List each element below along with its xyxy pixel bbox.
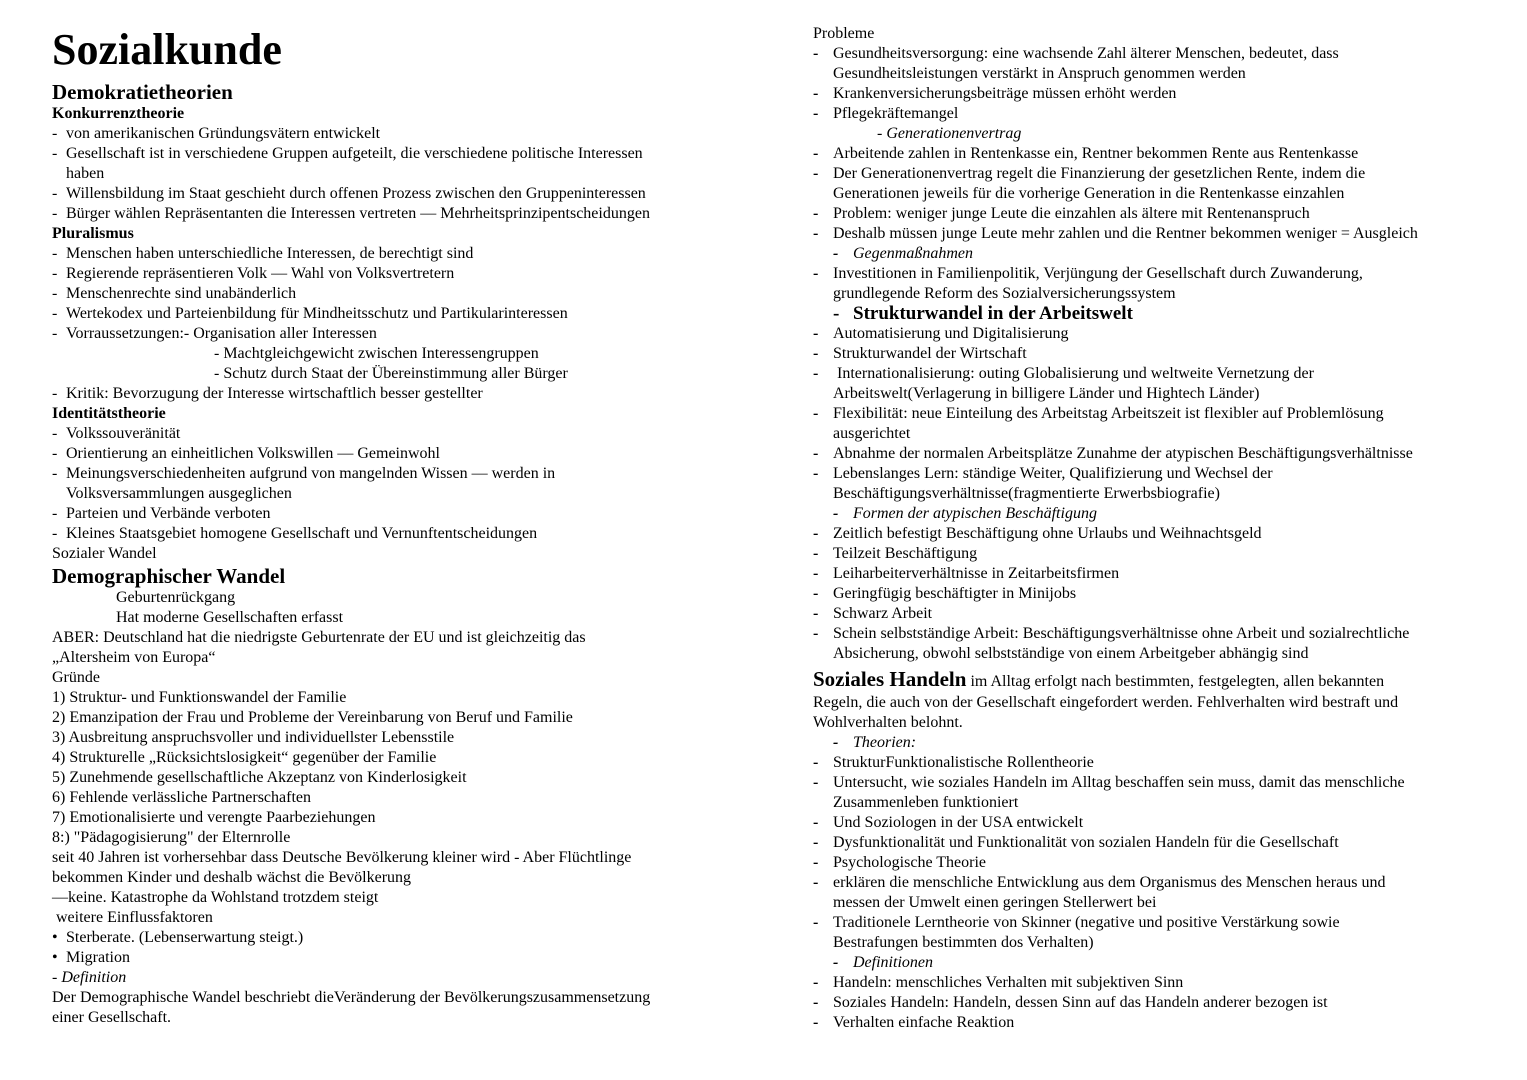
list-item: 8:) "Pädagogisierung" der Elternrolle bbox=[52, 829, 291, 846]
list-item: - Investitionen in Familienpolitik, Verjüngung der Gesellschaft durch Zuwanderung, bbox=[813, 264, 1513, 284]
list-item: - Regierende repräsentieren Volk — Wahl von Volksvertretern bbox=[52, 264, 752, 284]
list-item: - Parteien und Verbände verboten bbox=[52, 504, 752, 524]
list-item-continuation: Volksversammlungen ausgeglichen bbox=[66, 485, 292, 502]
list-item: - Problem: weniger junge Leute die einzahlen als ältere mit Rentenanspruch bbox=[813, 204, 1513, 224]
list-item: - Wertekodex und Parteienbildung für Mindheitsschutz und Partikularinteressen bbox=[52, 304, 752, 324]
list-item-continuation: Gesundheitsleistungen verstärkt in Anspruch genommen werden bbox=[833, 65, 1246, 82]
list-item-continuation: Arbeitswelt(Verlagerung in billigere Länder und Hightech Länder) bbox=[833, 385, 1260, 402]
heading-soziales-handeln: Soziales Handeln bbox=[813, 667, 967, 691]
list-item-continuation: Bestrafungen bestimmten dos Verhalten) bbox=[833, 934, 1094, 951]
paragraph-line: Wohlverhalten belohnt. bbox=[813, 714, 963, 731]
list-item: - Bürger wählen Repräsentanten die Interessen vertreten — Mehrheitsprinzipentscheidungen bbox=[52, 204, 752, 224]
paragraph-line: einer Gesellschaft. bbox=[52, 1009, 172, 1026]
paragraph-line: ABER: Deutschland hat die niedrigste Geburtenrate der EU und ist gleichzeitig das bbox=[52, 629, 586, 646]
list-item: - StrukturFunktionalistische Rollentheorie bbox=[813, 753, 1513, 773]
list-item-continuation: messen der Umwelt einen geringen Stellerwert bei bbox=[833, 894, 1157, 911]
list-item: - Schein selbstständige Arbeit: Beschäftigungsverhältnisse ohne Arbeit und sozialrechtliche bbox=[813, 624, 1513, 644]
generationenvertrag-list bbox=[813, 144, 1513, 244]
list-item: - Soziales Handeln: Handeln, dessen Sinn auf das Handeln anderer bezogen ist bbox=[813, 993, 1513, 1013]
sub-heading-theorien: - Theorien: bbox=[833, 733, 1513, 753]
sub-item: - Schutz durch Staat der Übereinstimmung aller Bürger bbox=[214, 365, 568, 382]
heading-pluralismus: Pluralismus bbox=[52, 225, 134, 242]
list-item: - Internationalisierung: outing Globalisierung und weltweite Vernetzung der bbox=[813, 364, 1513, 384]
paragraph-line: seit 40 Jahren ist vorhersehbar dass Deutsche Bevölkerung kleiner wird - Aber Flüchtlinge bbox=[52, 849, 632, 866]
sub-heading-gegenmassnahmen: - Gegenmaßnahmen bbox=[833, 244, 1513, 264]
list-item-continuation: grundlegende Reform des Sozialversicherungssystem bbox=[833, 285, 1176, 302]
list-item: - Der Generationenvertrag regelt die Finanzierung der gesetzlichen Rente, indem die bbox=[813, 164, 1513, 184]
paragraph-line: „Altersheim von Europa“ bbox=[52, 649, 216, 666]
list-item: - Orientierung an einheitlichen Volkswillen — Gemeinwohl bbox=[52, 444, 752, 464]
bullet-item: • Sterberate. (Lebenserwartung steigt.) bbox=[52, 928, 752, 948]
list-item: - Gesundheitsversorgung: eine wachsende Zahl älterer Menschen, bedeutet, dass bbox=[813, 44, 1513, 64]
heading-demokratietheorien: Demokratietheorien bbox=[52, 80, 233, 104]
list-item: - Schwarz Arbeit bbox=[813, 604, 1513, 624]
list-item: - Gesellschaft ist in verschiedene Gruppen aufgeteilt, die verschiedene politische Interessen bbox=[52, 144, 752, 164]
list-item: - Dysfunktionalität und Funktionalität von sozialen Handeln für die Gesellschaft bbox=[813, 833, 1513, 853]
paragraph-text: im Alltag erfolgt nach bestimmten, festgelegten, allen bekannten bbox=[966, 673, 1385, 690]
list-item: - Menschenrechte sind unabänderlich bbox=[52, 284, 752, 304]
list-item: - Untersucht, wie soziales Handeln im Alltag beschaffen sein muss, damit das menschliche bbox=[813, 773, 1513, 793]
list-item: - Menschen haben unterschiedliche Interessen, de berechtigt sind bbox=[52, 244, 752, 264]
list-item: - Automatisierung und Digitalisierung bbox=[813, 324, 1513, 344]
list-item: - Handeln: menschliches Verhalten mit subjektiven Sinn bbox=[813, 973, 1513, 993]
heading-demographischer-wandel: Demographischer Wandel bbox=[52, 564, 286, 588]
list-item: - Willensbildung im Staat geschieht durch offenen Prozess zwischen den Gruppeninteressen bbox=[52, 184, 752, 204]
section-label: weitere Einflussfaktoren bbox=[52, 909, 213, 926]
list-item: - Flexibilität: neue Einteilung des Arbeitstag Arbeitszeit ist flexibler auf Problemlösung bbox=[813, 404, 1513, 424]
list-item: - Deshalb müssen junge Leute mehr zahlen und die Rentner bekommen weniger = Ausgleich bbox=[813, 224, 1513, 244]
theorien-list bbox=[813, 753, 1513, 953]
section-label: Sozialer Wandel bbox=[52, 545, 157, 562]
list-item: 4) Strukturelle „Rücksichtslosigkeit“ gegenüber der Familie bbox=[52, 749, 437, 766]
list-item-continuation: haben bbox=[66, 165, 105, 182]
list-item: - Teilzeit Beschäftigung bbox=[813, 544, 1513, 564]
list-item: - Lebenslanges Lern: ständige Weiter, Qualifizierung und Wechsel der bbox=[813, 464, 1513, 484]
probleme-list bbox=[813, 44, 1513, 124]
left-column bbox=[52, 24, 752, 1028]
paragraph-line: —keine. Katastrophe da Wohlstand trotzdem steigt bbox=[52, 889, 379, 906]
heading-strukturwandel: - Strukturwandel in der Arbeitswelt bbox=[833, 304, 1513, 324]
right-column bbox=[813, 24, 1513, 1033]
paragraph-line: Der Demographische Wandel beschriebt dieVeränderung der Bevölkerungszusammensetzung bbox=[52, 989, 651, 1006]
list-item: - Leiharbeiterverhältnisse in Zeitarbeitsfirmen bbox=[813, 564, 1513, 584]
heading-konkurrenztheorie: Konkurrenztheorie bbox=[52, 105, 185, 122]
list-item: - Pflegekräftemangel bbox=[813, 104, 1513, 124]
section-label: Gründe bbox=[52, 669, 100, 686]
sub-heading-definitionen: - Definitionen bbox=[833, 953, 1513, 973]
strukturwandel-list bbox=[813, 324, 1513, 504]
bullet-item: • Migration bbox=[52, 948, 752, 968]
list-item: - Krankenversicherungsbeiträge müssen erhöht werden bbox=[813, 84, 1513, 104]
list-item: - Psychologische Theorie bbox=[813, 853, 1513, 873]
list-item: - Arbeitende zahlen in Rentenkasse ein, Rentner bekommen Rente aus Rentenkasse bbox=[813, 144, 1513, 164]
list-item-continuation: ausgerichtet bbox=[833, 425, 911, 442]
list-item: 7) Emotionalisierte und verengte Paarbeziehungen bbox=[52, 809, 376, 826]
sub-heading-formen: - Formen der atypischen Beschäftigung bbox=[833, 504, 1513, 524]
list-item: 2) Emanzipation der Frau und Probleme der Vereinbarung von Beruf und Familie bbox=[52, 709, 573, 726]
list-item: - Traditionele Lerntheorie von Skinner (negative und positive Verstärkung sowie bbox=[813, 913, 1513, 933]
list-item: - Verhalten einfache Reaktion bbox=[813, 1013, 1513, 1033]
list-item-continuation: Generationen jeweils für die vorherige Generation in die Rentenkasse einzahlen bbox=[833, 185, 1345, 202]
sub-item: - Machtgleichgewicht zwischen Interessengruppen bbox=[214, 345, 539, 362]
definition-label: - Definition bbox=[52, 969, 127, 986]
sub-heading: Hat moderne Gesellschaften erfasst bbox=[116, 609, 344, 626]
definitionen-list bbox=[813, 973, 1513, 1033]
list-item: 5) Zunehmende gesellschaftliche Akzeptanz von Kinderlosigkeit bbox=[52, 769, 467, 786]
list-item: 3) Ausbreitung anspruchsvoller und individuellster Lebensstile bbox=[52, 729, 455, 746]
paragraph-line: Regeln, die auch von der Gesellschaft eingefordert werden. Fehlverhalten wird bestraft und bbox=[813, 694, 1399, 711]
formen-list bbox=[813, 524, 1513, 664]
list-item: - Kleines Staatsgebiet homogene Gesellschaft und Vernunftentscheidungen bbox=[52, 524, 752, 544]
list-item-continuation: Beschäftigungsverhältnisse(fragmentierte Erwerbsbiografie) bbox=[833, 485, 1220, 502]
section-label: Probleme bbox=[813, 25, 875, 42]
list-item: - von amerikanischen Gründungsvätern entwickelt bbox=[52, 124, 752, 144]
sub-heading-generationenvertrag: - Generationenvertrag bbox=[877, 125, 1022, 142]
list-item: - Abnahme der normalen Arbeitsplätze Zunahme der atypischen Beschäftigungsverhältnisse bbox=[813, 444, 1513, 464]
soziales-handeln-intro bbox=[813, 668, 1513, 693]
sub-heading: Geburtenrückgang bbox=[116, 589, 236, 606]
list-item-continuation: Absicherung, obwohl selbstständige von einem Arbeitgeber abhängig sind bbox=[833, 645, 1309, 662]
paragraph-line: bekommen Kinder und deshalb wächst die Bevölkerung bbox=[52, 869, 412, 886]
heading-identitaetstheorie: Identitätstheorie bbox=[52, 405, 166, 422]
list-item: - Und Soziologen in der USA entwickelt bbox=[813, 813, 1513, 833]
list-item: - erklären die menschliche Entwicklung aus dem Organismus des Menschen heraus und bbox=[813, 873, 1513, 893]
list-item-continuation: Zusammenleben funktioniert bbox=[833, 794, 1019, 811]
list-item: - Volkssouveränität bbox=[52, 424, 752, 444]
list-item: - Vorraussetzungen:- Organisation aller Interessen bbox=[52, 324, 752, 344]
page-title: Sozialkunde bbox=[52, 25, 282, 74]
list-item: - Meinungsverschiedenheiten aufgrund von mangelnden Wissen — werden in bbox=[52, 464, 752, 484]
list-item: 1) Struktur- und Funktionswandel der Familie bbox=[52, 689, 347, 706]
list-item: 6) Fehlende verlässliche Partnerschaften bbox=[52, 789, 312, 806]
list-item: - Geringfügig beschäftigter in Minijobs bbox=[813, 584, 1513, 604]
list-item: - Kritik: Bevorzugung der Interesse wirtschaftlich besser gestellter bbox=[52, 384, 752, 404]
gegenmassnahmen-list bbox=[813, 264, 1513, 304]
list-item: - Zeitlich befestigt Beschäftigung ohne Urlaubs und Weihnachtsgeld bbox=[813, 524, 1513, 544]
list-item: - Strukturwandel der Wirtschaft bbox=[813, 344, 1513, 364]
